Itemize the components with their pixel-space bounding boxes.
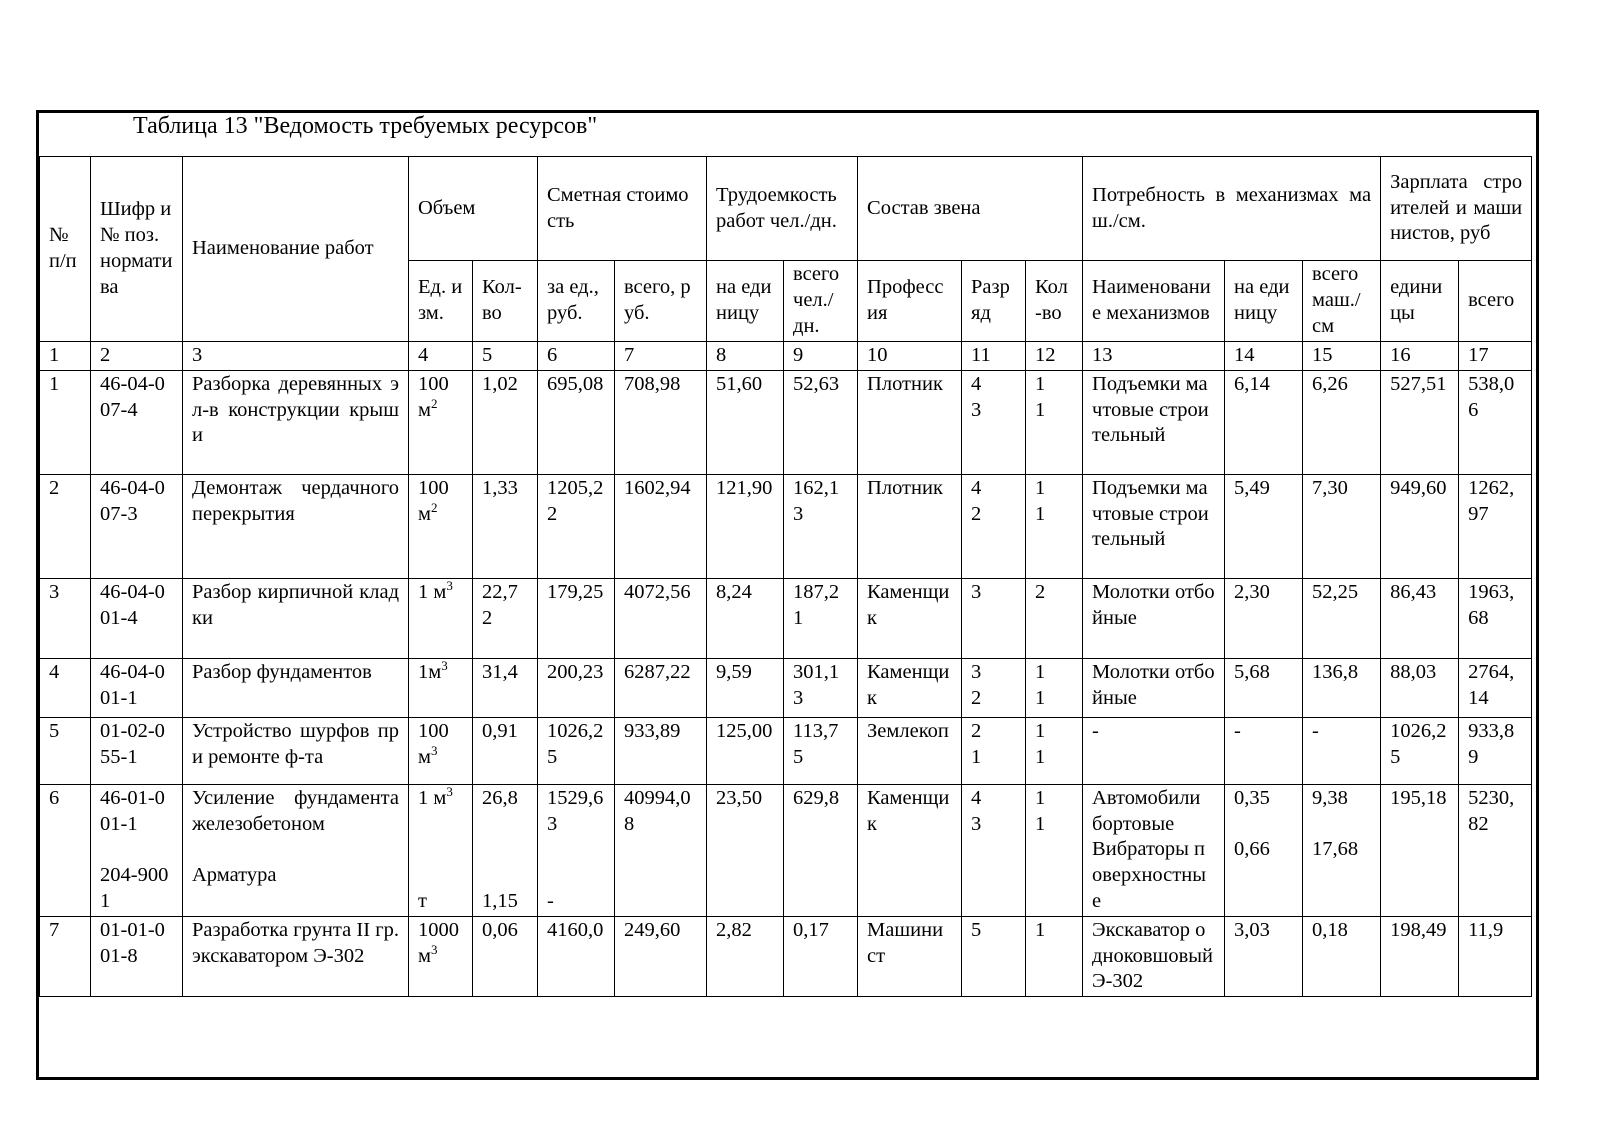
row-salary-unit: 949,60 xyxy=(1381,474,1459,578)
mech-u: 6,14 xyxy=(1234,372,1270,395)
col-number: 11 xyxy=(962,342,1026,371)
row-labor-total: 0,17 xyxy=(784,916,858,996)
row-code: 46-04-007-3 xyxy=(91,474,183,578)
row-unit: 1 $м^3$ xyxy=(409,578,473,658)
row-grade: 2 1 xyxy=(962,717,1026,784)
row-mechanism: Экскаватор одноковшовый Э-302 xyxy=(1083,916,1225,996)
mech-u: 3,03 xyxy=(1234,918,1270,941)
row-labor-per-unit: 121,90 xyxy=(707,474,784,578)
row-mechanism: Автомобили бортовые Вибраторы поверхностные xyxy=(1083,784,1225,916)
row-mech-per-unit xyxy=(1225,784,1303,916)
col-number: 3 xyxy=(183,342,409,371)
row-price-per-unit: 1205,22 xyxy=(538,474,615,578)
col-number: 6 xyxy=(538,342,615,371)
row-mech-total xyxy=(1303,658,1381,717)
row-price-total: 249,60 xyxy=(615,916,707,996)
row-unit: 100 $м^2$ xyxy=(409,370,473,474)
row-mech-per-unit xyxy=(1225,578,1303,658)
header-profession: Профессия xyxy=(858,261,962,342)
mech-t: 6,26 xyxy=(1312,372,1348,395)
row-mech-total xyxy=(1303,916,1381,996)
row-labor-total: 162,13 xyxy=(784,474,858,578)
row-salary-unit: 198,49 xyxy=(1381,916,1459,996)
row-mechanism: Подъемки мачтовые строительный xyxy=(1083,474,1225,578)
row-profession: Плотник xyxy=(858,370,962,474)
row-unit: $1м^3$ xyxy=(409,658,473,717)
row-labor-per-unit: 9,59 xyxy=(707,658,784,717)
header-unit: Ед. изм. xyxy=(409,261,473,342)
row-salary-unit: 1026,25 xyxy=(1381,717,1459,784)
row-count: 2 xyxy=(1026,578,1083,658)
row-price-per-unit: 1529,63 - xyxy=(538,784,615,916)
row-qty: 22,72 xyxy=(473,578,538,658)
mech-u: 5,68 xyxy=(1234,660,1270,683)
header-labor: Трудоемкость работ чел./дн. xyxy=(707,157,858,261)
header-cost: Сметная стоимость xyxy=(538,157,707,261)
row-count: 1 xyxy=(1026,916,1083,996)
row-code: 46-01-001-1 204-9001 xyxy=(91,784,183,916)
row-mechanism: Подъемки мачтовые строительный xyxy=(1083,370,1225,474)
row-code: 01-02-055-1 xyxy=(91,717,183,784)
row-number: 2 xyxy=(40,474,91,578)
col-number: 17 xyxy=(1459,342,1532,371)
col-number: 12 xyxy=(1026,342,1083,371)
row-unit: 1000 $м^3$ xyxy=(409,916,473,996)
header-salary-unit: единицы xyxy=(1381,261,1459,342)
table-caption: Таблица 13 "Ведомость требуемых ресурсов" xyxy=(133,113,598,139)
row-labor-per-unit: 51,60 xyxy=(707,370,784,474)
mech-t: 9,38 xyxy=(1312,786,1348,809)
col-number: 4 xyxy=(409,342,473,371)
mech-t: 0,18 xyxy=(1312,918,1348,941)
row-mech-per-unit xyxy=(1225,717,1303,784)
row-profession: Каменщик xyxy=(858,578,962,658)
row-qty: 26,8 1,15 xyxy=(473,784,538,916)
mech-u: 5,49 xyxy=(1234,476,1270,499)
mech-t-extra: 17,68 xyxy=(1312,838,1359,861)
row-labor-total: 301,13 xyxy=(784,658,858,717)
table-row xyxy=(40,784,1532,916)
table-row xyxy=(40,370,1532,474)
header-code: Шифр и № поз. норматива xyxy=(91,157,183,342)
header-grade: Разряд xyxy=(962,261,1026,342)
table-row xyxy=(40,578,1532,658)
row-grade: 4 3 xyxy=(962,784,1026,916)
resources-table xyxy=(39,156,1532,997)
col-number: 9 xyxy=(784,342,858,371)
column-numbers-row xyxy=(40,342,1532,371)
row-labor-total: 113,75 xyxy=(784,717,858,784)
row-work-name: Демонтаж чердачного перекрытия xyxy=(183,474,409,578)
row-price-per-unit: 4160,0 xyxy=(538,916,615,996)
row-labor-per-unit: 8,24 xyxy=(707,578,784,658)
header-salary-total: всего xyxy=(1459,261,1532,342)
header-volume: Объем xyxy=(409,157,538,261)
row-count: 1 1 xyxy=(1026,784,1083,916)
row-number: 4 xyxy=(40,658,91,717)
row-work-name: Разборка деревянных эл-в конструкции крыши xyxy=(183,370,409,474)
col-number: 10 xyxy=(858,342,962,371)
row-salary-total: 2764,14 xyxy=(1459,658,1532,717)
col-number: 16 xyxy=(1381,342,1459,371)
table-body xyxy=(40,370,1532,996)
row-price-total: 6287,22 xyxy=(615,658,707,717)
header-per-unit-rub: за ед., руб. xyxy=(538,261,615,342)
row-count: 1 1 xyxy=(1026,658,1083,717)
row-grade: 4 3 xyxy=(962,370,1026,474)
row-count: 1 1 xyxy=(1026,370,1083,474)
row-price-per-unit: 695,08 xyxy=(538,370,615,474)
col-number: 1 xyxy=(40,342,91,371)
row-mech-total xyxy=(1303,784,1381,916)
row-salary-total: 11,9 xyxy=(1459,916,1532,996)
row-labor-per-unit: 2,82 xyxy=(707,916,784,996)
col-number: 7 xyxy=(615,342,707,371)
row-qty: 1,33 xyxy=(473,474,538,578)
header-qty: Кол-во xyxy=(473,261,538,342)
header-total-labor: всего чел./ дн. xyxy=(784,261,858,342)
row-qty: 31,4 xyxy=(473,658,538,717)
row-salary-unit: 88,03 xyxy=(1381,658,1459,717)
row-salary-total: 1963,68 xyxy=(1459,578,1532,658)
row-price-per-unit: 200,23 xyxy=(538,658,615,717)
row-grade: 5 xyxy=(962,916,1026,996)
mech-t: 7,30 xyxy=(1312,476,1348,499)
row-salary-total: 538,06 xyxy=(1459,370,1532,474)
col-number: 15 xyxy=(1303,342,1381,371)
col-number: 13 xyxy=(1083,342,1225,371)
mech-t: 136,8 xyxy=(1312,660,1359,683)
row-mech-total xyxy=(1303,578,1381,658)
mech-u: - xyxy=(1234,719,1241,742)
row-labor-total: 187,21 xyxy=(784,578,858,658)
row-work-name: Усиление фундамента железобетоном Арматура xyxy=(183,784,409,916)
row-labor-total: 52,63 xyxy=(784,370,858,474)
row-salary-total: 1262,97 xyxy=(1459,474,1532,578)
row-work-name: Разработка грунта II гр. экскаватором Э-302 xyxy=(183,916,409,996)
row-count: 1 1 xyxy=(1026,474,1083,578)
header-mech-name: Наименование механизмов xyxy=(1083,261,1225,342)
row-salary-total: 5230,82 xyxy=(1459,784,1532,916)
row-grade: 3 2 xyxy=(962,658,1026,717)
row-mech-total xyxy=(1303,717,1381,784)
header-per-unit: на единицу xyxy=(707,261,784,342)
row-price-total: 708,98 xyxy=(615,370,707,474)
row-price-total: 4072,56 xyxy=(615,578,707,658)
row-salary-unit: 527,51 xyxy=(1381,370,1459,474)
row-profession: Плотник xyxy=(858,474,962,578)
row-salary-total: 933,89 xyxy=(1459,717,1532,784)
mech-u-extra: 0,66 xyxy=(1234,838,1270,861)
row-code: 46-04-001-1 xyxy=(91,658,183,717)
header-mech-per-unit: на единицу xyxy=(1225,261,1303,342)
row-grade: 3 xyxy=(962,578,1026,658)
header-mech: Потребность в механизмах маш./см. xyxy=(1083,157,1381,261)
header-num: № п/п xyxy=(40,157,91,342)
table-row xyxy=(40,916,1532,996)
table-row xyxy=(40,658,1532,717)
row-number: 5 xyxy=(40,717,91,784)
mech-t: 52,25 xyxy=(1312,580,1359,603)
table-row xyxy=(40,717,1532,784)
row-work-name: Разбор фундаментов xyxy=(183,658,409,717)
row-work-name: Устройство шурфов при ремонте ф-та xyxy=(183,717,409,784)
row-salary-unit: 86,43 xyxy=(1381,578,1459,658)
row-mech-total xyxy=(1303,474,1381,578)
row-profession: Каменщик xyxy=(858,784,962,916)
header-mech-total: всего маш./ см xyxy=(1303,261,1381,342)
row-price-total: 1602,94 xyxy=(615,474,707,578)
row-work-name: Разбор кирпичной кладки xyxy=(183,578,409,658)
row-code: 46-04-001-4 xyxy=(91,578,183,658)
row-number: 7 xyxy=(40,916,91,996)
row-mech-per-unit xyxy=(1225,370,1303,474)
row-number: 1 xyxy=(40,370,91,474)
mech-u: 2,30 xyxy=(1234,580,1270,603)
row-count: 1 1 xyxy=(1026,717,1083,784)
row-unit: 100 $м^2$ xyxy=(409,474,473,578)
row-price-per-unit: 179,25 xyxy=(538,578,615,658)
row-salary-unit: 195,18 xyxy=(1381,784,1459,916)
table-row xyxy=(40,474,1532,578)
row-mechanism: - xyxy=(1083,717,1225,784)
row-labor-per-unit: 23,50 xyxy=(707,784,784,916)
header-total-rub: всего, руб. xyxy=(615,261,707,342)
row-labor-per-unit: 125,00 xyxy=(707,717,784,784)
row-code: 46-04-007-4 xyxy=(91,370,183,474)
row-unit: 100 $м^3$ xyxy=(409,717,473,784)
row-mech-total xyxy=(1303,370,1381,474)
mech-u: 0,35 xyxy=(1234,786,1270,809)
col-number: 2 xyxy=(91,342,183,371)
row-code: 01-01-001-8 xyxy=(91,916,183,996)
col-number: 5 xyxy=(473,342,538,371)
row-labor-total: 629,8 xyxy=(784,784,858,916)
header-crew: Состав звена xyxy=(858,157,1083,261)
header-name: Наименование работ xyxy=(183,157,409,342)
row-mech-per-unit xyxy=(1225,916,1303,996)
row-qty: 1,02 xyxy=(473,370,538,474)
row-price-total: 933,89 xyxy=(615,717,707,784)
row-mech-per-unit xyxy=(1225,474,1303,578)
row-profession: Каменщик xyxy=(858,658,962,717)
col-number: 8 xyxy=(707,342,784,371)
header-count: Кол-во xyxy=(1026,261,1083,342)
row-mechanism: Молотки отбойные xyxy=(1083,658,1225,717)
row-number: 6 xyxy=(40,784,91,916)
row-profession: Землекоп xyxy=(858,717,962,784)
row-grade: 4 2 xyxy=(962,474,1026,578)
col-number: 14 xyxy=(1225,342,1303,371)
row-price-per-unit: 1026,25 xyxy=(538,717,615,784)
row-qty: 0,06 xyxy=(473,916,538,996)
row-profession: Машинист xyxy=(858,916,962,996)
row-unit: 1 $м^3$ т xyxy=(409,784,473,916)
row-number: 3 xyxy=(40,578,91,658)
row-qty: 0,91 xyxy=(473,717,538,784)
header-salary: Зарплата строителей и машинистов, руб xyxy=(1381,157,1532,261)
row-mech-per-unit xyxy=(1225,658,1303,717)
row-price-total: 40994,08 xyxy=(615,784,707,916)
row-mechanism: Молотки отбойные xyxy=(1083,578,1225,658)
mech-t: - xyxy=(1312,719,1319,742)
